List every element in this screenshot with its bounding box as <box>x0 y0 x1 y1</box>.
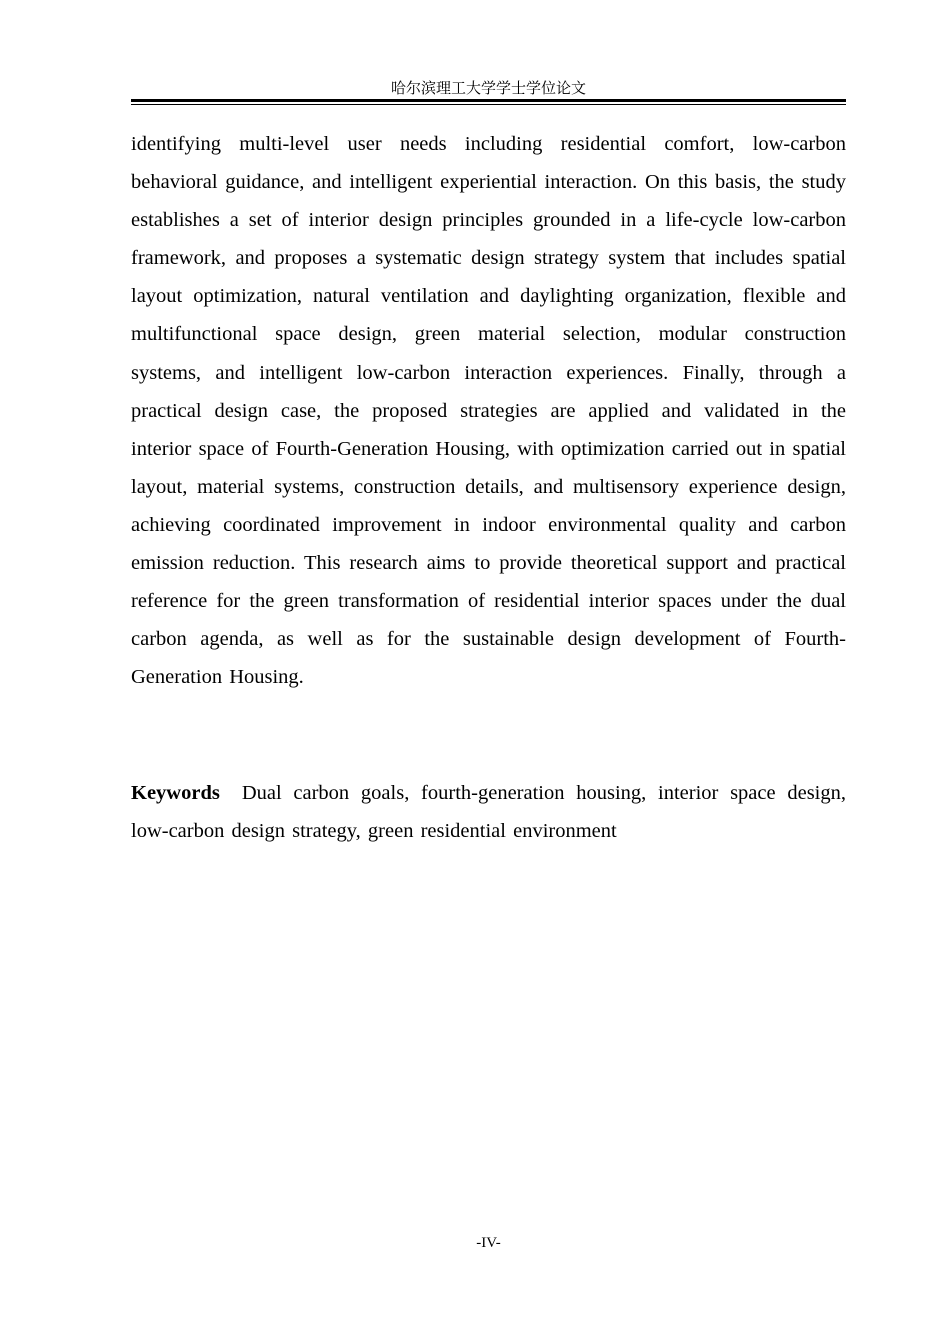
keywords-label: Keywords <box>131 782 220 804</box>
header-rule-thin <box>131 104 846 105</box>
running-header: 哈尔滨理工大学学士学位论文 <box>390 79 586 97</box>
keywords-paragraph <box>131 774 846 850</box>
page-number: -IV- <box>476 1235 501 1251</box>
abstract-paragraph: identifying multi-level user needs including residential comfort, low-carbon behavioral guidance, and intelligent experiential interaction. On this basis, the study establishes a set of interior design principles grounded in a life-cycle low-carbon framework, and proposes a systematic design strategy system that includes spatial layout optimization, natural ventilation and daylighting organization, flexible and multifunctional space design, green material selection, modular construction systems, and intelligent low-carbon interaction experiences. Finally, through a practical design case, the proposed strategies are applied and validated in the interior space of Fourth-Generation Housing, with optimization carried out in spatial layout, material systems, construction details, and multisensory experience design, achieving coordinated improvement in indoor environmental quality and carbon emission reduction. This research aims to provide theoretical support and practical reference for the green transformation of residential interior spaces under the dual carbon agenda, as well as for the sustainable design development of Fourth-Generation Housing. <box>131 133 846 689</box>
keywords-text: Dual carbon goals, fourth-generation housing, interior space design, low-carbon design strategy, green residential environment <box>131 782 846 843</box>
header-rule-thick <box>131 99 846 102</box>
